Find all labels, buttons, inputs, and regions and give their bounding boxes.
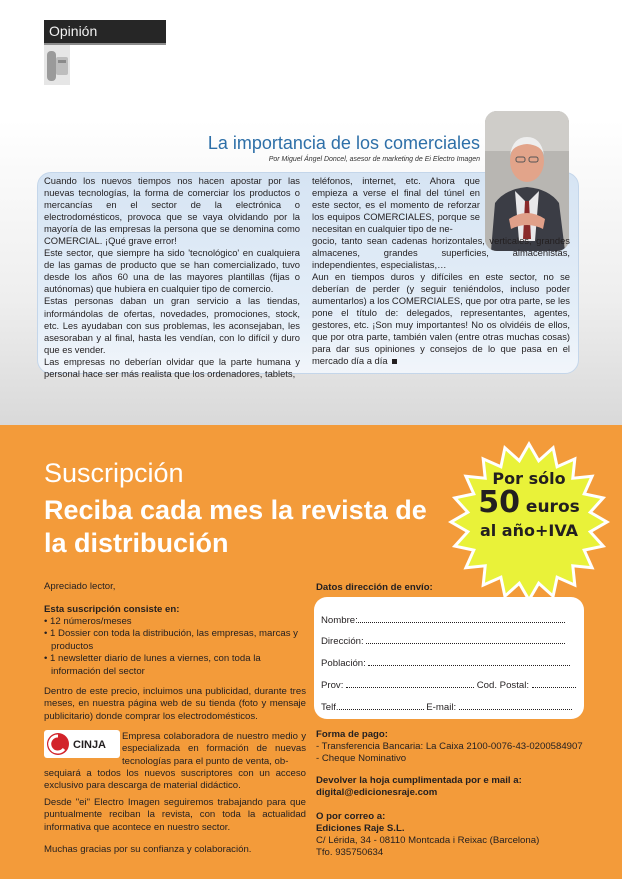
article-paragraph: teléfonos, internet, etc. Ahora que empieza a verse el final del túnel en este sector, es el momento de reforzar los equipos COMERCIALES, porque se necesitan en cualquier tipo de ne- bbox=[312, 175, 480, 235]
article-paragraph: Estas personas daban un gran servicio a las tiendas, informándolas de ofertas, novedades, promociones, stock, etc. Les ayudaban con sus problemas, les aconsejaban, les asesoraban y al final, hasta les vendían, con lo difícil y duro que es vender. bbox=[44, 295, 300, 355]
article-paragraph: Cuando los nuevos tiempos nos hacen apostar por las nuevas tecnologías, la forma de comerciar los productos o mercancías en el sector de la electrónica o electrodomésticos, provoca que se vaya olvidando por la mayoría de las empresas la persona que se denomina como COMERCIAL. ¡Qué grave error! bbox=[44, 175, 300, 247]
province-postcode-field[interactable] bbox=[321, 679, 576, 691]
includes-title: Esta suscripción consiste en: bbox=[44, 604, 180, 615]
cinja-paragraph-continued: sequiará a todos los nuevos suscriptores con un acceso exclusivo para descarga de material didáctico. bbox=[44, 768, 306, 792]
article-paragraph: Las empresas no deberían olvidar que la parte humana y personal hace ser más realista que los ordenadores, tablets, bbox=[44, 355, 300, 379]
article-paragraph bbox=[312, 271, 570, 367]
phone-email-field[interactable] bbox=[321, 701, 572, 713]
list-item: • 1 newsletter diario de lunes a viernes, con toda la información del sector bbox=[44, 653, 261, 677]
ei-paragraph: Desde "ei" Electro Imagen seguiremos trabajando para que puntualmente reciban la revista, con toda la actualidad informativa que acontece en nuestro sector. bbox=[44, 797, 306, 833]
article-paragraph: gocio, tanto sean cadenas horizontales, verticales, grandes almacenes, grandes superficies, almacenistas, independientes, especialistas,… bbox=[312, 235, 570, 271]
article-byline: Por Miguel Ángel Doncel, asesor de marketing de Ei Electro Imagen bbox=[268, 156, 480, 163]
includes-list bbox=[44, 616, 306, 678]
mail-phone: Tfo. 935750634 bbox=[316, 847, 384, 858]
badge-currency: euros bbox=[525, 497, 580, 517]
postcode-field-label: Cod. Postal: bbox=[476, 680, 530, 691]
form-title: Datos dirección de envío: bbox=[316, 582, 433, 593]
mail-address: C/ Lérida, 34 - 08110 Montcada i Reixac (Barcelona) bbox=[316, 835, 540, 846]
address-field[interactable] bbox=[321, 635, 565, 647]
article-column-1 bbox=[44, 175, 300, 380]
city-field[interactable] bbox=[321, 657, 570, 669]
author-photo bbox=[485, 111, 569, 251]
address-field-input[interactable] bbox=[366, 635, 565, 644]
city-field-input[interactable] bbox=[368, 657, 570, 666]
address-field-label: Dirección: bbox=[321, 636, 364, 647]
payment-title: Forma de pago: bbox=[316, 729, 388, 740]
author-portrait-image bbox=[485, 111, 569, 251]
end-of-article-mark bbox=[392, 359, 397, 364]
price-badge-text bbox=[447, 470, 611, 540]
email-field-input[interactable] bbox=[459, 701, 572, 710]
phone-field-input[interactable] bbox=[339, 701, 424, 710]
badge-price bbox=[447, 485, 611, 522]
subscription-headline: Reciba cada mes la revista de la distribución bbox=[44, 495, 427, 558]
telephone-image bbox=[44, 45, 70, 85]
article-column-2-top bbox=[312, 175, 480, 235]
name-field-label: Nombre: bbox=[321, 615, 358, 626]
cinja-logo-text: CINJA bbox=[73, 739, 107, 751]
return-instructions: Devolver la hoja cumplimentada por e mail a: bbox=[316, 775, 522, 786]
payment-cheque: - Cheque Nominativo bbox=[316, 753, 407, 764]
email-field-label: E-mail: bbox=[426, 702, 457, 713]
cinja-paragraph: Empresa colaboradora de nuestro medio y especializada en formación de nuevas tecnologías para el punto de venta, ob- bbox=[122, 731, 306, 767]
name-field-input[interactable] bbox=[358, 614, 565, 623]
article-final-text: Aun en tiempos duros y difíciles en este sector, no se deberían de perder (y seguir teniéndolos, incluso poder aumentarlos) a los COMERCIALES, que por otra parte, se les pone el título de: delegados, representantes, agentes, gestores, etc. ¡Son muy importantes! No os olvidéis de ellos, que por otra parte, también valen (entre otras muchas cosas) para dar sus opiniones y consejos de lo que pasa en el mercado día a día bbox=[312, 271, 570, 367]
city-field-label: Población: bbox=[321, 658, 366, 669]
list-item: • 1 Dossier con toda la distribución, las empresas, marcas y productos bbox=[44, 628, 298, 652]
badge-line-3: al año+IVA bbox=[479, 521, 579, 540]
thanks-line: Muchas gracias por su confianza y colaboración. bbox=[44, 844, 252, 855]
name-field[interactable] bbox=[321, 614, 565, 626]
price-paragraph: Dentro de este precio, incluimos una publicidad, durante tres meses, en nuestra página web de su tienda (foto y mensaje publicitario) donde comprar los electrodomésticos. bbox=[44, 686, 306, 722]
mail-title: O por correo a: bbox=[316, 811, 386, 822]
province-field-label: Prov: bbox=[321, 680, 344, 691]
postcode-field-input[interactable] bbox=[532, 679, 576, 688]
article-paragraph: Este sector, que siempre ha sido 'tecnológico' en cualquiera de las gamas de producto que se han comercializado, tuvo desde los años 60 una de las mayores plantillas (fijas o autónomas) que hubiera en cualquier tipo de comercio. bbox=[44, 247, 300, 295]
cinja-logo bbox=[44, 730, 120, 758]
return-email-link[interactable]: digital@edicionesraje.com bbox=[316, 787, 438, 798]
payment-bank-transfer: - Transferencia Bancaria: La Caixa 2100-0076-43-0200584907 bbox=[316, 741, 583, 752]
badge-line-1: Por sólo bbox=[492, 469, 566, 488]
article-column-2 bbox=[312, 235, 570, 368]
list-item: • 12 números/meses bbox=[44, 616, 132, 627]
phone-field-label: Telf. bbox=[321, 702, 339, 713]
section-label: Opinión bbox=[44, 20, 166, 43]
badge-amount: 50 bbox=[478, 485, 520, 520]
article-title: La importancia de los comerciales bbox=[207, 133, 480, 153]
greeting: Apreciado lector, bbox=[44, 581, 116, 592]
province-field-input[interactable] bbox=[346, 679, 474, 688]
subscription-kicker: Suscripción bbox=[44, 458, 184, 488]
mail-company: Ediciones Raje S.L. bbox=[316, 823, 405, 834]
